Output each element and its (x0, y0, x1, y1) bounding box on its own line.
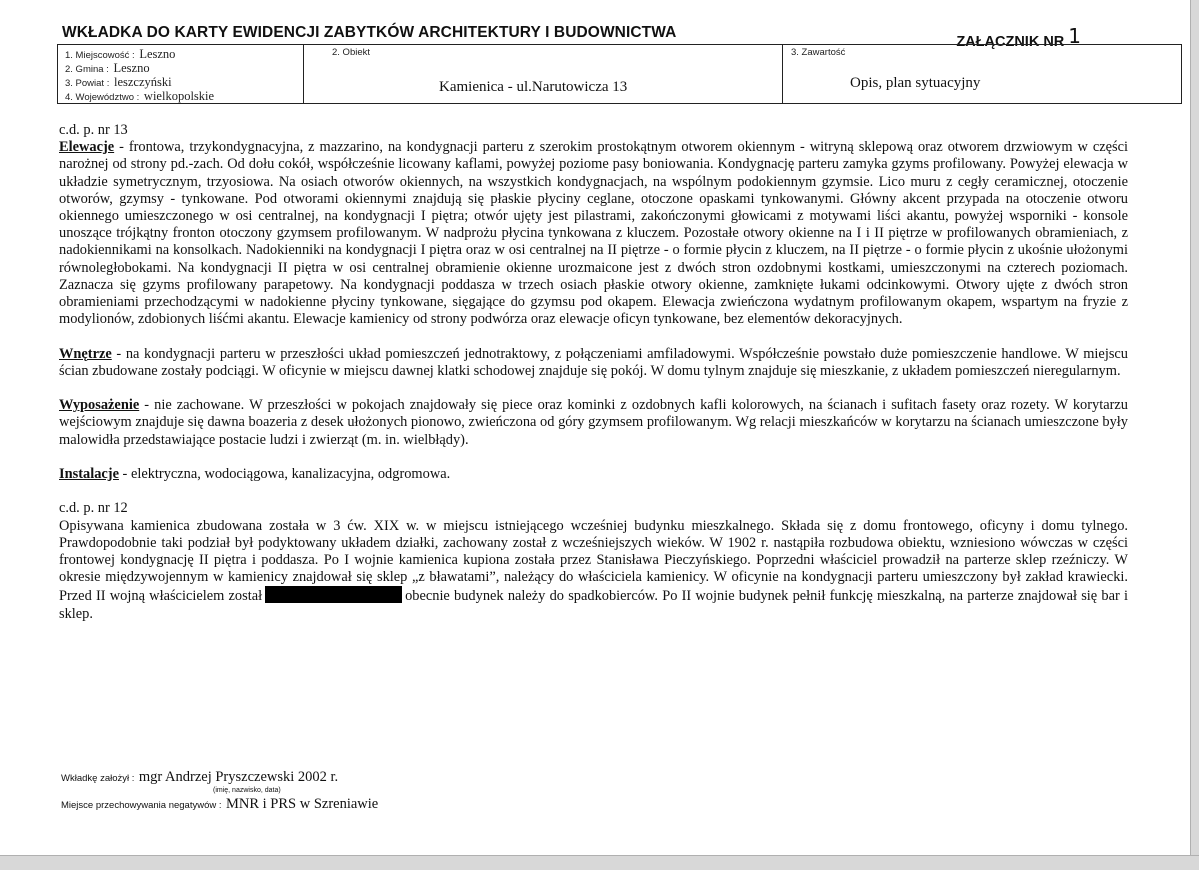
instalacje-text: - elektryczna, wodociągowa, kanalizacyjna, odgromowa. (118, 466, 451, 483)
reference-line-1: c.d. p. nr 13 (59, 122, 128, 138)
miejsce-row (61, 795, 378, 813)
wojewodztwo-row (65, 90, 303, 104)
history-text-a: Opisywana kamienica zbudowana została w 3 ćw. XIX w. w miejscu istniejącego wcześniej budynku mieszkalnego. Składa się z domu frontowego, oficyny i domu tylnego. Prawdopodobnie taki podział był podyktowany układem działki, zachowany został z wcześniejszych wieków. W 1902 r. nastąpiła rozbudowa obiektu, wzniesiono wówczas w części frontowej kondygnację II piętra i poddasza. Po I wojnie kamienica kupiona została przez Stanisława Pieczyńskiego. Poprzedni właściciel prowadził na parterze sklep rzeźniczy. W okresie międzywojennym w kamienicy znajdował się sklep „z bławatami”, należący do właściciela kamienicy. W oficynie na kondygnacji parteru umieszczony był zakład krawiecki. Przed II wojną właścicielem został (59, 517, 1128, 605)
location-cell (58, 45, 304, 103)
instalacje-heading: Instalacje (59, 466, 119, 483)
miejscowosc-value: Leszno (139, 47, 176, 61)
object-cell (304, 45, 783, 103)
obiekt-label: 2. Obiekt (332, 47, 371, 58)
miejscowosc-row (65, 48, 303, 62)
zalozyl-row (61, 768, 378, 786)
powiat-value: leszczyński (114, 75, 172, 89)
zalozyl-value: mgr Andrzej Pryszczewski 2002 r. (138, 769, 339, 785)
instalacje-paragraph (59, 466, 1128, 483)
annex-number: 1 (1068, 24, 1081, 48)
gmina-row (65, 62, 303, 76)
wnetrze-heading: Wnętrze (59, 345, 112, 362)
elewacje-text: - frontowa, trzykondygnacyjna, z mazzarino, na kondygnacji parteru z szerokim prostokątnym otworem okiennym - witryną sklepową oraz otworem drzwiowym w części narożnej od strony pd.-zach. Od dołu cokół, współcześnie licowany kaflami, powyżej poziome pasy boniowania. Kondygnację parteru zamyka gzyms profilowany. Powyżej elewacja w układzie symetrycznym, trzyosiowa. Na osiach otworów okiennych, na wszystkich kondygnacjach, na wspólnym podokiennym gzymsie. Lico muru z cegły ceramicznej, otoczenie otworów, gzymsy - tynkowane. Pod otworami okiennymi znajdują się płaskie płyciny ceglane, otoczone opaskami tynkowanymi. Główny akcent przypada na otoczenie otworu okiennego umieszczonego w osi centralnej, na kondygnacji I piętra; otwór ujęty jest pilastrami, zakończonymi głowicami z motywami liści akantu, powyżej wsporniki - konsole unoszące trójkątny fronton otoczony gzymsem profilowanym. W nadprożu płycina tynkowana z kluczem. Pozostałe otwory okienne na I i II piętrze w profilowanych obramieniach, z nadokiennikami na konsolkach. Nadokienniki na kondygnacji I piętra oraz w osi centralnej na II piętrze - o formie płycin z kluczem, na II piętrze - o formie płycin z ukośnie ułożonymi równoległobokami. Na kondygnacji II piętra w osi centralnej obramienie okienne urozmaicone jest z dwóch stron ozdobnymi kostkami, umieszczonymi na czterech poziomach. Zaznacza się gzyms profilowany parapetowy. Na kondygnacji poddasza w trzech osiach płaskie otwory okienne, zamknięte łukami odcinkowymi. Otwory ujęte z dwóch stron obramieniami przechodzącymi w nadokienne płyciny tynkowane, sięgające do gzymsu pod okapem. Elewacja zwieńczona wydatnym profilowanym okapem, wspartym na fryzie z modylionów, zdobionych liśćmi akantu. Elewacje kamienicy od strony podwórza oraz elewacje oficyn tynkowane, bez elementów dekoracyjnych. (59, 139, 1128, 328)
elewacje-paragraph (59, 139, 1128, 328)
reference-line-2: c.d. p. nr 12 (59, 500, 128, 517)
zalozyl-label: Wkładkę założył : (61, 773, 135, 784)
history-text-b: obecnie budynek należy do spadkobierców. Po II wojnie budynek pełnił funkcję mieszkalną, na parterze znajdował się bar i sklep. (59, 588, 1128, 622)
document-body (59, 122, 1128, 623)
wyposazenie-paragraph (59, 397, 1128, 449)
wyposazenie-text: - nie zachowane. W przeszłości w pokojach znajdowały się piece oraz kominki z ozdobnych kafli kolorowych, na ścianach i sufitach fasety oraz rozety. W korytarzu wejściowym znajduje się dawna boazeria z desek ułożonych pionowo, zwieńczona od góry gzymsem profilowanym. Wg relacji mieszkańców w korytarzu na ścianach umieszczone były malowidła przedstawiające postacie ludzi i zwierząt (m. in. wielbłądy). (59, 397, 1128, 448)
document-title: WKŁADKA DO KARTY EWIDENCJI ZABYTKÓW ARCHITEKTURY I BUDOWNICTWA (62, 24, 677, 41)
miejsce-value: MNR i PRS w Szreniawie (225, 796, 379, 812)
wnetrze-text: - na kondygnacji parteru w przeszłości układ pomieszczeń jednotraktowy, z połączeniami amfiladowymi. Współcześnie powstało duże pomieszczenie handlowe. W miejscu ścian zbudowane zostały podciągi. W oficynie w miejscu dawnej klatki schodowej znajduje się pokój. W domu tylnym znajduje się mieszkanie, z układem pomieszczeń nieregularnym. (59, 345, 1128, 379)
miejsce-label: Miejsce przechowywania negatywów : (61, 800, 222, 811)
powiat-label: 3. Powiat : (65, 78, 110, 89)
wojewodztwo-label: 4. Województwo : (65, 92, 140, 103)
gmina-value: Leszno (113, 61, 150, 75)
annex-label-text: ZAŁĄCZNIK NR (956, 34, 1065, 50)
miejscowosc-label: 1. Miejscowość : (65, 50, 135, 61)
elewacje-heading: Elewacje (59, 139, 115, 156)
powiat-row (65, 76, 303, 90)
redaction-block (265, 586, 402, 603)
scan-edge-bottom (0, 855, 1199, 870)
gmina-label: 2. Gmina : (65, 64, 109, 75)
wyposazenie-heading: Wyposażenie (59, 397, 140, 414)
footer (61, 768, 378, 813)
wojewodztwo-value: wielkopolskie (143, 89, 215, 103)
zawartosc-value: Opis, plan sytuacyjny (850, 75, 981, 91)
obiekt-value: Kamienica - ul.Narutowicza 13 (439, 79, 628, 95)
header-table (57, 44, 1182, 104)
history-paragraph (59, 518, 1128, 623)
wnetrze-paragraph (59, 346, 1128, 380)
scan-edge-right (1190, 0, 1199, 870)
zawartosc-label: 3. Zawartość (791, 47, 846, 58)
content-cell (783, 45, 1181, 103)
zalozyl-note: (imię, nazwisko, data) (213, 787, 281, 794)
